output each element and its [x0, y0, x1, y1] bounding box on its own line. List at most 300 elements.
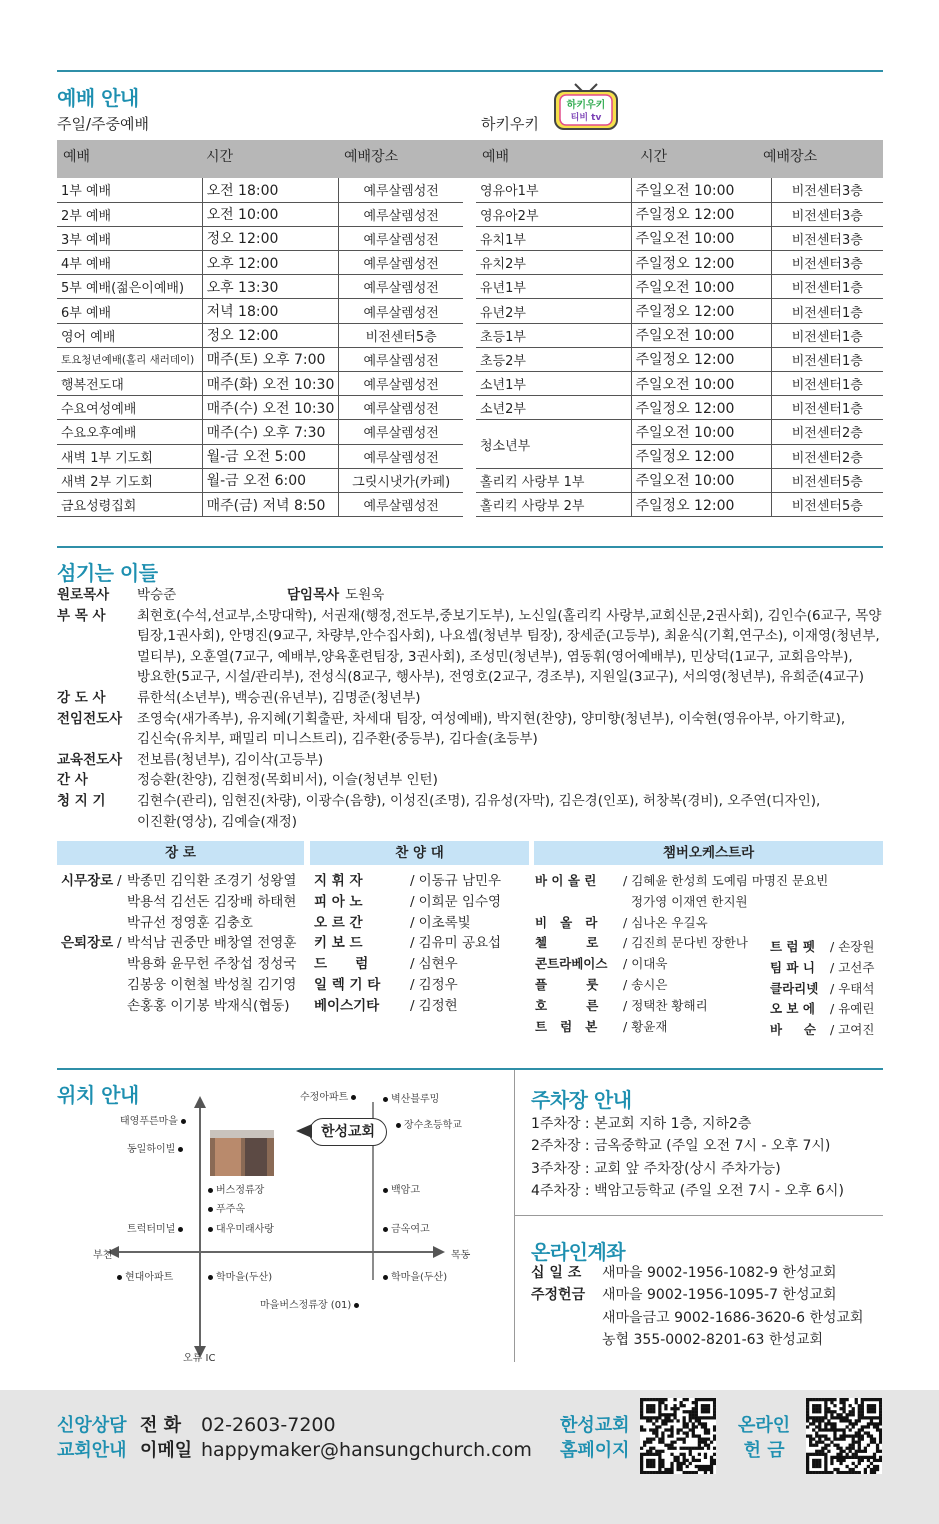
worship-place: 그릿시냇가(카페)	[339, 468, 463, 492]
worship-name: 유년1부	[476, 275, 631, 299]
orchestra-members: 손장원	[838, 939, 875, 954]
map-place-label: 학마을(두산)	[216, 1272, 273, 1283]
online-giving-label-line2: 헌 금	[743, 1440, 785, 1461]
online-giving-label-line1: 온라인	[738, 1415, 791, 1436]
worship-row	[476, 251, 883, 275]
worship-name: 홀리킥 사랑부 2부	[476, 492, 631, 516]
orchestra-slash: /	[623, 873, 628, 888]
worship-row	[57, 396, 463, 420]
worship-name: 초등1부	[476, 323, 631, 347]
account-type: 주정헌금	[531, 1287, 586, 1304]
worship-time: 주일정오 12:00	[631, 492, 771, 516]
servants-list	[57, 585, 897, 832]
online-giving-label	[738, 1413, 790, 1463]
choir-slash: /	[410, 976, 415, 993]
map-place-label: 학마을(두산)	[391, 1272, 448, 1283]
worship-name: 5부 예배(젊은이예배)	[57, 275, 202, 299]
choir-part: 피 아 노	[314, 893, 363, 910]
location-rule	[57, 1068, 883, 1070]
orchestra-row	[770, 999, 874, 1020]
worship-place: 예루살렘성전	[339, 492, 463, 516]
servant-role: 부 목 사	[57, 607, 106, 624]
account-number: 농협 355-0002-8201-63 한성교회	[602, 1332, 823, 1349]
map-place	[205, 1268, 272, 1283]
choir-members: 이동규 남민우	[418, 873, 502, 889]
worship-place: 비전센터1층	[771, 275, 883, 299]
worship-time: 오전 18:00	[202, 178, 339, 202]
parking-list	[531, 1113, 844, 1202]
map-place	[93, 1246, 112, 1261]
servant-row	[57, 729, 897, 750]
worship-name: 초등2부	[476, 347, 631, 371]
choir-part: 베이스기타	[314, 997, 380, 1014]
worship-row	[476, 372, 883, 396]
orchestra-instrument: 트 럼 본	[535, 1018, 598, 1034]
worship-row	[57, 299, 463, 323]
orchestra-instrument: 바 이 올 린	[535, 873, 597, 888]
orchestra-instrument: 호 른	[535, 997, 599, 1013]
choir-members: 김정우	[418, 976, 458, 993]
elder-row	[61, 871, 296, 892]
church-marker-pointer	[296, 1124, 312, 1138]
choir-row	[314, 933, 501, 954]
map-place-label: 트럭터미널	[127, 1224, 176, 1235]
worship-time: 주일정오 12:00	[631, 396, 771, 420]
worship-time: 주일정오 12:00	[631, 202, 771, 226]
orchestra-instrument: 첼 로	[535, 935, 599, 951]
worship-row	[476, 323, 883, 347]
worship-time: 정오 12:00	[202, 323, 339, 347]
worship-time: 정오 12:00	[202, 226, 339, 250]
worship-place: 비전센터2층	[771, 420, 883, 444]
footer	[0, 1390, 939, 1524]
map-place-label: 부천	[93, 1250, 113, 1261]
svg-text:티비 tv: 티비 tv	[570, 113, 602, 123]
worship-place: 비전센터2층	[771, 444, 883, 468]
choir-part: 키 보 드	[314, 935, 363, 952]
servant-role: 청 지 기	[57, 792, 106, 809]
tv-logo	[553, 82, 619, 132]
map-place-label: 현대아파트	[125, 1272, 174, 1283]
homepage-label-line1: 한성교회	[560, 1415, 630, 1436]
account-row	[531, 1284, 864, 1306]
worship-time: 주일오전 10:00	[631, 323, 771, 347]
worship-place: 예루살렘성전	[339, 275, 463, 299]
elder-slash: /	[117, 873, 122, 889]
worship-place: 비전센터1층	[771, 323, 883, 347]
servant-row	[57, 626, 897, 647]
servants-rule	[57, 546, 883, 548]
worship-time: 저녁 18:00	[202, 299, 339, 323]
worship-row	[57, 492, 463, 516]
location-title: 위치 안내	[57, 1083, 139, 1107]
worship-time: 주일오전 10:00	[631, 468, 771, 492]
account-number: 새마을 9002-1956-1095-7 한성교회	[602, 1287, 837, 1304]
orchestra-instrument: 트 럼 펫	[770, 939, 815, 954]
worship-time: 주일오전 10:00	[631, 420, 771, 444]
worship-name: 청소년부	[476, 420, 631, 468]
worship-name: 새벽 2부 기도회	[57, 468, 202, 492]
church-building-image	[211, 1131, 275, 1177]
elder-names: 박규선 정영훈 김충호	[127, 914, 253, 931]
servant-row	[57, 770, 897, 791]
orchestra-instrument	[535, 892, 627, 913]
orchestra-members: 유예린	[838, 1001, 875, 1017]
worship-place: 비전센터5층	[339, 323, 463, 347]
servant-role: 강 도 사	[57, 689, 106, 706]
choir-list	[314, 871, 501, 1017]
elder-slash	[117, 954, 127, 975]
orchestra-slash: /	[830, 980, 835, 996]
servants-title: 섬기는 이들	[57, 561, 158, 585]
worship-place: 예루살렘성전	[339, 372, 463, 396]
worship-time: 주일정오 12:00	[631, 299, 771, 323]
elder-names: 박종민 김익환 조경기 성왕열	[127, 873, 297, 889]
worship-time: 매주(수) 오전 10:30	[202, 396, 339, 420]
choir-slash: /	[410, 914, 415, 931]
parking-line: 4주차장 : 백암고등학교 (주일 오전 7시 - 오후 6시)	[531, 1182, 844, 1199]
worship-name: 영유아2부	[476, 202, 631, 226]
worship-name: 소년1부	[476, 372, 631, 396]
orchestra-members: 이대욱	[631, 956, 668, 972]
elder-row	[61, 913, 296, 934]
worship-place: 예루살렘성전	[339, 444, 463, 468]
footer-counsel-labels	[57, 1413, 127, 1463]
account-type	[531, 1329, 602, 1351]
map-place	[205, 1181, 264, 1196]
col-header: 예배	[482, 149, 510, 165]
map-place	[260, 1296, 362, 1311]
worship-row	[57, 275, 463, 299]
choir-row	[314, 913, 501, 934]
choir-row	[314, 996, 501, 1017]
worship-row	[57, 178, 463, 202]
account-type	[531, 1307, 602, 1329]
online-title: 온라인계좌	[531, 1240, 626, 1264]
choir-row	[314, 975, 501, 996]
elders-header: 장 로	[57, 841, 304, 865]
map-place	[380, 1090, 439, 1105]
map-place-label: 벽산블루밍	[391, 1094, 440, 1105]
servant-names: 김현수(관리), 임현진(차량), 이광수(음향), 이성진(조명), 김유성(자막), 김은경(인포), 허창복(경비), 오주연(디자인),	[137, 792, 821, 809]
worship-time: 주일정오 12:00	[631, 444, 771, 468]
worship-row	[476, 420, 883, 444]
choir-part: 오 르 간	[314, 914, 363, 931]
counsel-label: 신앙상담	[57, 1415, 127, 1436]
worship-place: 비전센터1층	[771, 396, 883, 420]
elder-row	[61, 892, 296, 913]
map-place	[300, 1088, 359, 1103]
worship-name: 유치2부	[476, 251, 631, 275]
worship-right-subtitle: 하키우키	[481, 115, 539, 133]
orchestra-members: 김혜윤 한성희 도예림 마명진 문요빈	[631, 873, 829, 888]
map-place-label: 푸주옥	[216, 1204, 245, 1215]
online-giving-qr-code[interactable]	[806, 1398, 882, 1474]
vertical-divider	[514, 1070, 515, 1362]
servant-role	[57, 626, 137, 647]
worship-time: 주일오전 10:00	[631, 178, 771, 202]
col-header: 시간	[640, 149, 668, 165]
worship-place: 비전센터5층	[771, 492, 883, 516]
map-place-label: 동일하이빌	[127, 1144, 176, 1155]
worship-time: 주일오전 10:00	[631, 226, 771, 250]
choir-slash: /	[410, 997, 415, 1014]
map-place-label: 대우미래사랑	[216, 1224, 274, 1235]
orchestra-slash: /	[623, 914, 628, 930]
servant-role: 전임전도사	[57, 710, 123, 727]
worship-place: 비전센터3층	[771, 226, 883, 250]
map-place-label: 백암고	[391, 1185, 420, 1196]
top-rule	[57, 70, 883, 72]
worship-place: 예루살렘성전	[339, 420, 463, 444]
map-place	[127, 1140, 186, 1155]
elder-category	[61, 913, 117, 934]
servant-names: 조영숙(새가족부), 유지혜(기획출판, 차세대 팀장, 여성예배), 박지현(찬양), 양미향(청년부), 이숙현(영유아부, 아기학교),	[137, 710, 846, 727]
worship-place: 예루살렘성전	[339, 299, 463, 323]
phone-number[interactable]: 02-2603-7200	[201, 1414, 336, 1436]
choir-members: 이초록빛	[418, 914, 471, 931]
col-header: 예배장소	[763, 149, 818, 165]
account-row	[531, 1307, 864, 1329]
servant-names: 김신숙(유치부, 패밀리 미니스트리), 김주환(중등부), 김다솔(초등부)	[137, 731, 538, 748]
worship-time: 주일정오 12:00	[631, 347, 771, 371]
choir-slash: /	[410, 873, 415, 889]
servant-role	[57, 729, 137, 750]
map-place	[393, 1116, 462, 1131]
parking-line: 1주차장 : 본교회 지하 1층, 지하2층	[531, 1116, 752, 1132]
worship-name: 유년2부	[476, 299, 631, 323]
orchestra-members: 우태석	[838, 980, 875, 996]
choir-part: 지 휘 자	[314, 873, 363, 889]
phone-label: 전 화	[140, 1415, 182, 1436]
parking-line: 3주차장 : 교회 앞 주차장(상시 주차가능)	[531, 1160, 781, 1177]
orchestra-members: 황윤재	[631, 1018, 668, 1034]
footer-contact-labels	[140, 1413, 192, 1463]
map-place-label: 금옥여고	[391, 1224, 430, 1235]
orchestra-header: 챔버오케스트라	[534, 841, 883, 865]
homepage-qr-code[interactable]	[640, 1398, 716, 1474]
worship-row	[57, 251, 463, 275]
worship-time: 주일오전 10:00	[631, 372, 771, 396]
map-place-label: 수정아파트	[300, 1092, 349, 1103]
choir-row	[314, 871, 501, 892]
map-place	[205, 1200, 245, 1215]
worship-row	[57, 347, 463, 371]
worship-time: 매주(수) 오후 7:30	[202, 420, 339, 444]
elder-pastor-row	[57, 585, 897, 606]
servant-row	[57, 647, 897, 668]
elder-names: 손홍홍 이기봉 박재식(협동)	[127, 997, 290, 1014]
map-place	[120, 1112, 189, 1127]
choir-members: 심현우	[418, 956, 458, 973]
orchestra-slash: /	[623, 956, 628, 972]
worship-name: 행복전도대	[57, 372, 202, 396]
worship-name: 영어 예배	[57, 323, 202, 347]
worship-name: 2부 예배	[57, 202, 202, 226]
servant-role	[57, 812, 137, 833]
choir-members: 이희문 임수영	[418, 893, 502, 910]
worship-row	[57, 323, 463, 347]
worship-place: 비전센터1층	[771, 372, 883, 396]
worship-name: 소년2부	[476, 396, 631, 420]
map-place-label: 태영푸른마을	[120, 1116, 178, 1127]
orchestra-members: 심나온 우길옥	[631, 914, 708, 930]
email-address[interactable]: happymaker@hansungchurch.com	[201, 1439, 532, 1461]
map-place	[451, 1246, 470, 1261]
choir-slash: /	[410, 893, 415, 910]
horizontal-divider	[514, 1215, 883, 1216]
choir-members: 김정현	[418, 997, 458, 1014]
worship-row	[57, 372, 463, 396]
elder-row	[61, 975, 296, 996]
elder-category	[61, 975, 117, 996]
worship-row	[57, 468, 463, 492]
orchestra-row	[535, 871, 828, 892]
orchestra-slash: /	[830, 1022, 835, 1038]
orchestra-slash: /	[623, 997, 628, 1013]
worship-place: 비전센터3층	[771, 178, 883, 202]
servant-names: 류한석(소년부), 백승권(유년부), 김명준(청년부)	[137, 689, 421, 706]
worship-time: 월-금 오전 5:00	[202, 444, 339, 468]
worship-name: 영유아1부	[476, 178, 631, 202]
servant-role	[57, 667, 137, 688]
worship-time: 오후 12:00	[202, 251, 339, 275]
worship-time: 매주(화) 오전 10:30	[202, 372, 339, 396]
worship-row	[57, 444, 463, 468]
map-place	[183, 1349, 215, 1364]
col-header: 예배	[63, 149, 91, 165]
worship-row	[57, 202, 463, 226]
church-marker: 한성교회	[309, 1118, 387, 1146]
worship-place: 비전센터3층	[771, 251, 883, 275]
map-place-label: 오류 IC	[183, 1353, 216, 1364]
parking-title: 주차장 안내	[531, 1088, 632, 1112]
orchestra-right-list	[770, 937, 874, 1041]
elder-row	[61, 954, 296, 975]
servant-role	[57, 647, 137, 668]
elder-names: 박용화 윤무헌 주창섭 정성국	[127, 956, 297, 973]
elder-slash	[117, 892, 127, 913]
servant-row	[57, 791, 897, 812]
choir-part: 일 렉 기 타	[314, 976, 381, 993]
worship-row	[476, 347, 883, 371]
elder-row	[61, 933, 296, 954]
worship-name: 유치1부	[476, 226, 631, 250]
orchestra-slash: /	[623, 976, 628, 992]
homepage-label-line2: 홈페이지	[560, 1440, 630, 1461]
orchestra-slash: /	[830, 939, 835, 954]
worship-name: 6부 예배	[57, 299, 202, 323]
account-number: 새마을금고 9002-1686-3620-6 한성교회	[602, 1309, 864, 1326]
church-guide-label: 교회안내	[57, 1440, 127, 1461]
account-number: 새마을 9002-1956-1082-9 한성교회	[602, 1265, 837, 1281]
elder-slash: /	[117, 935, 122, 952]
orchestra-slash: /	[830, 959, 835, 975]
servant-row	[57, 667, 897, 688]
servant-role: 간 사	[57, 772, 88, 789]
worship-left-table	[57, 178, 463, 517]
elder-slash	[117, 913, 127, 934]
worship-time: 월-금 오전 6:00	[202, 468, 339, 492]
orchestra-row	[770, 979, 874, 1000]
servant-row	[57, 606, 897, 627]
col-header: 시간	[206, 149, 234, 165]
worship-place: 예루살렘성전	[339, 347, 463, 371]
orchestra-slash: /	[623, 1018, 628, 1034]
choir-slash: /	[410, 935, 415, 952]
elder-category	[61, 996, 117, 1017]
orchestra-row	[770, 937, 874, 958]
servant-names: 멀티부), 오훈열(7교구, 예배부,양육훈련팀장, 3권사회), 조성민(청년부), 염동휘(영어예배부), 민상덕(1교구, 교회음악부),	[137, 648, 853, 665]
servant-names: 팀장,1권사회), 안명진(9교구, 차량부,안수집사회), 나요셉(청년부 팀장), 장세준(고등부), 최윤식(기획,연구소), 이재영(청년부,	[137, 628, 880, 645]
choir-part: 드 럼	[314, 956, 369, 973]
choir-row	[314, 954, 501, 975]
worship-name: 금요성령집회	[57, 492, 202, 516]
orchestra-slash: /	[830, 1001, 835, 1017]
elder-slash	[117, 975, 127, 996]
account-row	[531, 1262, 864, 1284]
worship-name: 수요오후예배	[57, 420, 202, 444]
svg-text:하키우키: 하키우키	[566, 100, 606, 111]
worship-place: 비전센터5층	[771, 468, 883, 492]
elder-category	[61, 954, 117, 975]
worship-place: 예루살렘성전	[339, 251, 463, 275]
email-label: 이메일	[140, 1440, 193, 1461]
worship-row	[476, 202, 883, 226]
elder-category: 은퇴장로	[61, 935, 114, 952]
elder-names: 김봉웅 이현철 박성칠 김기영	[127, 976, 297, 993]
orchestra-instrument: 오 보 에	[770, 1001, 815, 1017]
servant-row	[57, 750, 897, 771]
worship-title: 예배 안내	[57, 86, 139, 110]
elder-names: 박석남 권중만 배창열 전영훈	[127, 935, 297, 952]
map-place	[380, 1220, 430, 1235]
senior-pastor-name: 도원욱	[345, 587, 385, 603]
orchestra-members: 고여진	[838, 1022, 875, 1038]
worship-row	[476, 178, 883, 202]
worship-row	[476, 396, 883, 420]
servant-names: 방요한(5교구, 시설/관리부), 전성식(8교구, 행사부), 전영호(2교구, 경조부), 지원일(3교구), 서의영(청년부), 유희준(4교구)	[137, 669, 865, 686]
worship-time: 오전 10:00	[202, 202, 339, 226]
map-place	[380, 1181, 420, 1196]
servant-row	[57, 812, 897, 833]
worship-row	[57, 226, 463, 250]
worship-time: 주일정오 12:00	[631, 251, 771, 275]
map-place	[380, 1268, 447, 1283]
map-place	[114, 1268, 173, 1283]
worship-name: 1부 예배	[57, 178, 202, 202]
servant-row	[57, 688, 897, 709]
elder-category: 시무장로	[61, 873, 114, 889]
orchestra-slash: /	[623, 935, 628, 951]
worship-name: 토요청년예배(홀리 새러데이)	[57, 347, 202, 371]
map-place	[127, 1220, 186, 1235]
orchestra-row	[535, 892, 828, 913]
elder-names: 박용석 김선돈 김장배 하태현	[127, 893, 297, 910]
orchestra-members: 김진희 문다빈 장한나	[631, 935, 748, 951]
worship-place: 예루살렘성전	[339, 226, 463, 250]
servant-row	[57, 709, 897, 730]
choir-slash: /	[410, 956, 415, 973]
map-place-label: 목동	[451, 1250, 471, 1261]
orchestra-instrument: 플 룻	[535, 976, 599, 992]
worship-place: 비전센터1층	[771, 299, 883, 323]
worship-name: 수요여성예배	[57, 396, 202, 420]
orchestra-row	[770, 1020, 874, 1041]
worship-table-header	[57, 140, 883, 178]
orchestra-row	[770, 958, 874, 979]
elder-slash	[117, 996, 127, 1017]
